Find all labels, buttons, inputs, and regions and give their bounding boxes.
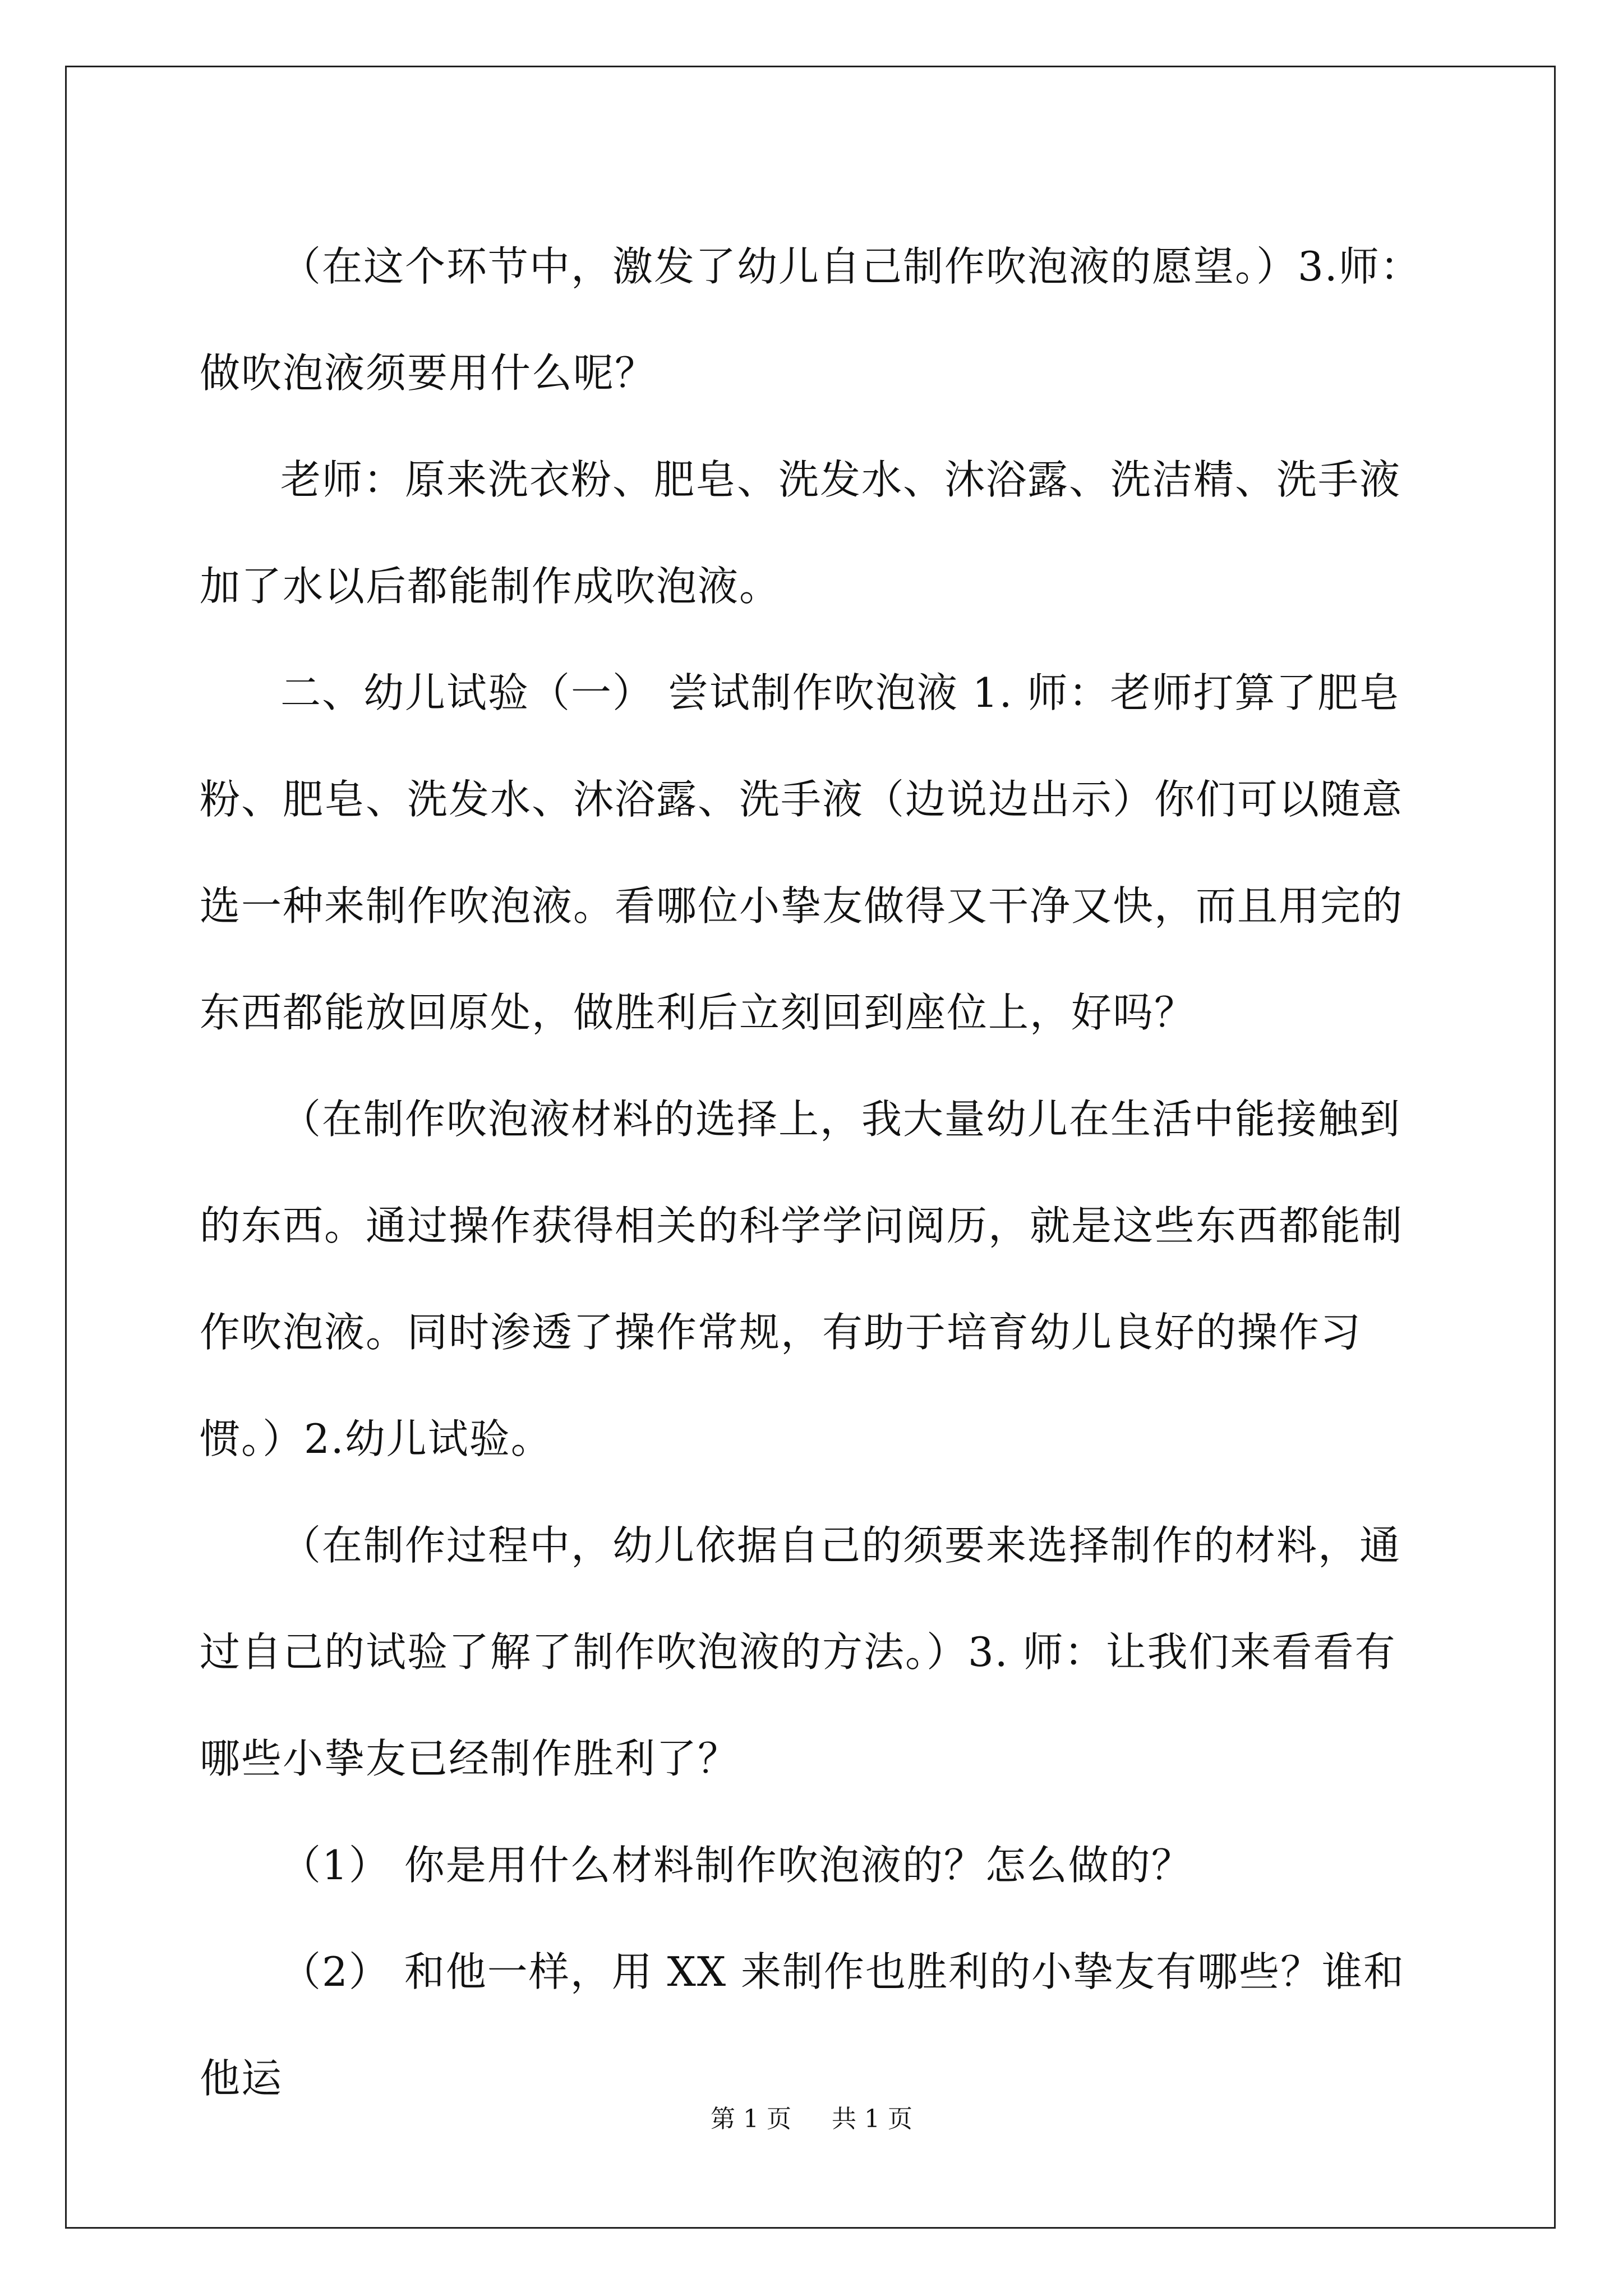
- paragraph-2: 老师：原来洗衣粉、肥皂、洗发水、沐浴露、洗洁精、洗手液加了水以后都能制作成吹泡液。: [200, 456, 1401, 610]
- page-total: 共 1 页: [832, 2105, 912, 2133]
- page-number: 第 1 页: [711, 2105, 791, 2133]
- page-footer: [0, 2102, 1623, 2136]
- paragraph-5: （在制作过程中，幼儿依据自己的须要来选择制作的材料，通过自己的试验了解了制作吹泡液的方法。）3. 师：让我们来看看有哪些小挚友已经制作胜利了？: [200, 1522, 1401, 1782]
- paragraph-3: 二、幼儿试验（一） 尝试制作吹泡液 1. 师：老师打算了肥皂粉、肥皂、洗发水、沐浴露、洗手液（边说边出示）你们可以随意选一种来制作吹泡液。看哪位小挚友做得又干净又快，而且用完的东西都能放回原处，做胜利后立刻回到座位上，好吗？: [200, 669, 1404, 1036]
- paragraph-4: （在制作吹泡液材料的选择上，我大量幼儿在生活中能接触到的东西。通过操作获得相关的科学学问阅历，就是这些东西都能制作吹泡液。同时渗透了操作常规，有助于培育幼儿良好的操作习惯。）2.幼儿试验。: [200, 1096, 1404, 1462]
- paragraph-7: （2） 和他一样，用 XX 来制作也胜利的小挚友有哪些？谁和他运: [200, 1948, 1405, 2102]
- paragraph-6: （1） 你是用什么材料制作吹泡液的？怎么做的？: [280, 1842, 1193, 1889]
- paragraph-1: （在这个环节中，激发了幼儿自己制作吹泡液的愿望。）3.师：做吹泡液须要用什么呢？: [200, 243, 1422, 397]
- document-body: [200, 213, 1428, 2132]
